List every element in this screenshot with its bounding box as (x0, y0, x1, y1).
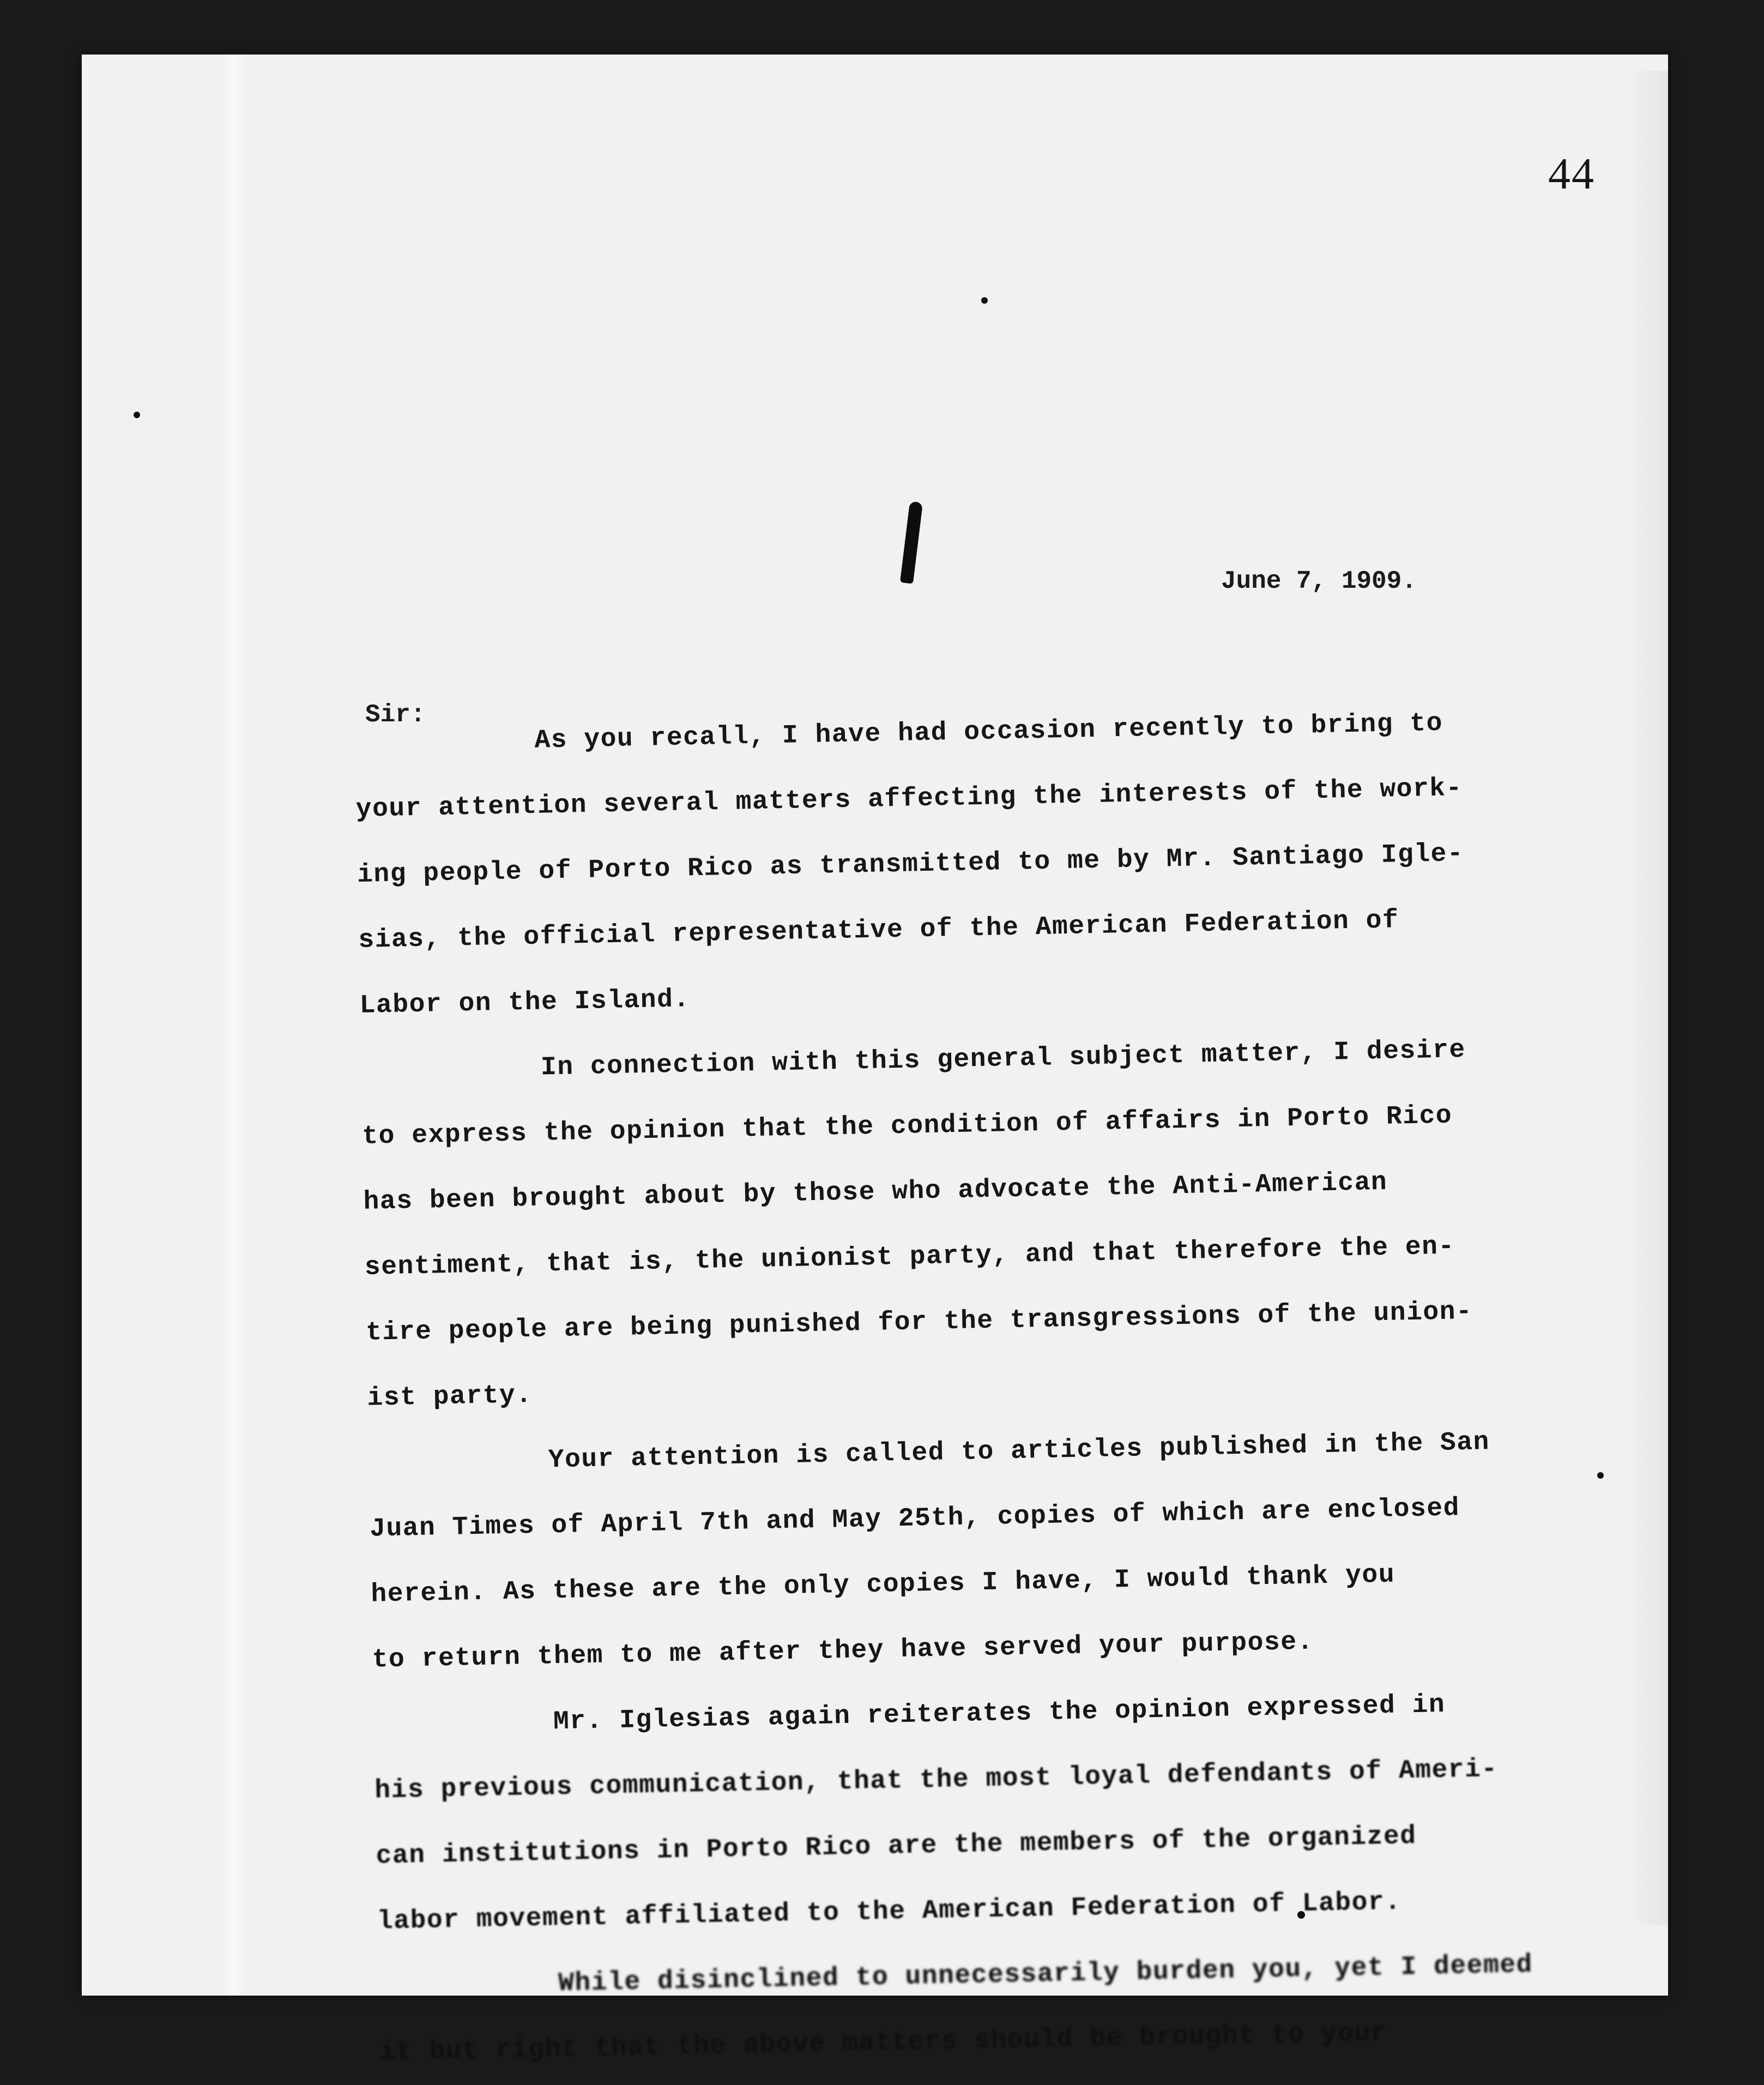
letter-date: June 7, 1909. (1221, 567, 1417, 595)
body-line: to return them to me after they have served your purpose. (372, 1627, 1314, 1675)
body-line: As you recall, I have had occasion recently to bring to (534, 708, 1443, 756)
body-line: ing people of Porto Rico as transmitted to me by Mr. Santiago Igle- (357, 839, 1464, 890)
body-line: his previous communication, that the most loyal defendants of Ameri- (374, 1755, 1499, 1806)
body-line: Your attention is called to articles published in the San (548, 1427, 1490, 1475)
body-line: In connection with this general subject matter, I desire (540, 1035, 1466, 1083)
body-line: it but right that the above matters should be brought to your (379, 2018, 1388, 2068)
body-line: has been brought about by those who advocate the Anti-American (363, 1167, 1388, 1217)
body-line: tire people are being punished for the transgressions of the union- (365, 1297, 1473, 1348)
body-line: your attention several matters affecting the interests of the work- (355, 773, 1463, 824)
letter-sheet (82, 55, 1668, 2068)
body-line: Mr. Iglesias again reiterates the opinion expressed in (553, 1690, 1446, 1737)
page-number: 44 (1548, 149, 1595, 198)
pen-mark (900, 501, 923, 584)
body-line: sias, the official representative of the American Federation of (358, 906, 1399, 955)
salutation: Sir: (365, 701, 426, 729)
body-line: can institutions in Porto Rico are the members of the organized (376, 1821, 1417, 1871)
bleed-through-text (365, 545, 380, 573)
letter-body (354, 707, 1533, 2068)
body-line: sentiment, that is, the unionist party, and that therefore the en- (364, 1232, 1455, 1282)
body-line: While disinclined to unnecessarily burden you, yet I deemed (558, 1950, 1533, 1999)
ink-dot (134, 412, 140, 418)
body-line: herein. As these are the only copies I have, I would thank you (370, 1560, 1396, 1610)
body-line: ist party. (367, 1380, 533, 1413)
body-line: Juan Times of April 7th and May 25th, copies of which are enclosed (369, 1493, 1460, 1544)
body-line: Labor on the Island. (359, 985, 691, 1021)
ink-dot (981, 297, 988, 304)
body-line: to express the opinion that the condition of affairs in Porto Rico (361, 1101, 1453, 1152)
ink-dot (1597, 1472, 1604, 1479)
body-line: labor movement affiliated to the American Federation of Labor. (377, 1887, 1402, 1937)
